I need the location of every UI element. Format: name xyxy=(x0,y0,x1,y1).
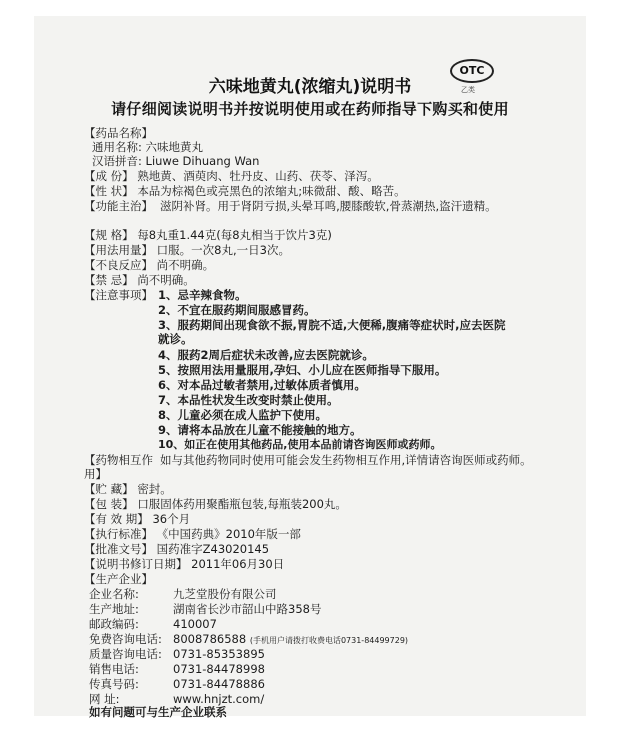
package-value: 口服固体药用聚酯瓶包装,每瓶装200丸。 xyxy=(137,497,347,511)
address-value: 湖南省长沙市韶山中路358号 xyxy=(173,602,322,616)
properties-row xyxy=(84,184,406,198)
revision-row xyxy=(84,557,284,571)
specification-label: 【规 格】 xyxy=(84,228,134,242)
company-row xyxy=(89,587,277,601)
indications-value: 滋阴补肾。用于肾阴亏损,头晕耳鸣,腰膝酸软,骨蒸潮热,盗汗遗精。 xyxy=(160,199,497,213)
adverse-label: 【不良反应】 xyxy=(84,258,153,272)
postcode-label: 邮政编码: xyxy=(89,617,139,631)
revision-label: 【说明书修订日期】 xyxy=(84,557,188,571)
website-label: 网 址: xyxy=(89,692,120,706)
adverse-value: 尚不明确。 xyxy=(156,258,215,272)
validity-row xyxy=(84,512,190,526)
contraindications-label: 【禁 忌】 xyxy=(84,273,134,287)
standard-row xyxy=(84,527,301,541)
postcode-row xyxy=(89,617,217,631)
precaution-item: 3、服药期间出现食欲不振,胃脘不适,大便稀,腹痛等症状时,应去医院就诊。 xyxy=(158,318,506,346)
precaution-item: 4、服药2周后症状未改善,应去医院就诊。 xyxy=(158,348,374,362)
storage-value: 密封。 xyxy=(137,482,172,496)
usage-warning: 请仔细阅读说明书并按说明使用或在药师指导下购买和使用 xyxy=(111,100,509,118)
usage-label: 【用法用量】 xyxy=(84,243,153,257)
properties-label: 【性 状】 xyxy=(84,184,134,198)
precaution-item: 9、请将本品放在儿童不能接触的地方。 xyxy=(158,423,362,437)
validity-label: 【有 效 期】 xyxy=(84,512,149,526)
website-row xyxy=(89,692,264,706)
leaflet-title: 六味地黄丸(浓缩丸)说明书 xyxy=(208,77,412,97)
interactions-value: 如与其他药物同时使用可能会发生药物相互作用,详情请咨询医师或药师。 xyxy=(160,453,532,467)
ingredients-label: 【成 份】 xyxy=(84,169,134,183)
precautions-row xyxy=(84,288,153,302)
adverse-row xyxy=(84,258,214,272)
approval-row xyxy=(84,542,269,556)
properties-value: 本品为棕褐色或亮黑色的浓缩丸;味微甜、酸、略苦。 xyxy=(137,184,406,198)
generic-name-row xyxy=(92,140,203,154)
precaution-item: 7、本品性状发生改变时禁止使用。 xyxy=(158,393,339,407)
precaution-item: 10、如正在使用其他药品,使用本品前请咨询医师或药师。 xyxy=(158,438,442,451)
package-label: 【包 装】 xyxy=(84,497,134,511)
interactions-label: 【药物相互作用】 xyxy=(84,453,153,481)
contraindications-value: 尚不明确。 xyxy=(137,273,195,287)
precaution-item: 5、按照用法用量服用,孕妇、小儿应在医师指导下服用。 xyxy=(158,363,447,377)
website-value: www.hnjzt.com/ xyxy=(173,692,265,706)
quality-phone-label: 质量咨询电话: xyxy=(89,647,162,661)
ingredients-row xyxy=(84,169,379,183)
specification-row xyxy=(84,228,332,242)
validity-value: 36个月 xyxy=(152,512,191,526)
storage-row xyxy=(84,482,172,496)
sales-phone-label: 销售电话: xyxy=(89,662,139,676)
manufacturer-row xyxy=(84,572,153,586)
precaution-item: 1、忌辛辣食物。 xyxy=(158,288,247,302)
quality-phone-value: 0731-85353895 xyxy=(173,647,265,661)
precaution-item: 2、不宜在服药期间服感冒药。 xyxy=(158,303,316,317)
otc-class: 乙类 xyxy=(461,86,475,94)
address-row xyxy=(89,602,321,616)
sales-phone-value: 0731-84478998 xyxy=(173,662,265,676)
pinyin-value: Liuwe Dihuang Wan xyxy=(145,154,260,168)
free-phone-value: 8008786588 xyxy=(173,632,247,646)
usage-row xyxy=(84,243,290,257)
fax-label: 传真号码: xyxy=(89,677,139,691)
storage-label: 【贮 藏】 xyxy=(84,482,134,496)
pinyin-label: 汉语拼音: xyxy=(92,154,142,168)
postcode-value: 410007 xyxy=(173,617,217,631)
contact-footer: 如有问题可与生产企业联系 xyxy=(89,705,227,719)
fax-value: 0731-84478886 xyxy=(173,677,265,691)
free-phone-label: 免费咨询电话: xyxy=(89,632,162,646)
precaution-item: 6、对本品过敏者禁用,过敏体质者慎用。 xyxy=(158,378,366,392)
generic-name-label: 通用名称: xyxy=(92,140,142,154)
contraindications-row xyxy=(84,273,195,287)
indications-row xyxy=(84,199,554,213)
free-phone-row xyxy=(89,632,408,648)
otc-badge: OTC xyxy=(450,59,494,83)
standard-value: 《中国药典》2010年版一部 xyxy=(156,527,301,541)
precaution-item: 8、儿童必须在成人监护下使用。 xyxy=(158,408,327,422)
precautions-label: 【注意事项】 xyxy=(84,288,153,302)
ingredients-value: 熟地黄、酒萸肉、牡丹皮、山药、茯苓、泽泻。 xyxy=(137,169,379,183)
interactions-row xyxy=(84,453,544,481)
standard-label: 【执行标准】 xyxy=(84,527,153,541)
address-label: 生产地址: xyxy=(89,602,139,616)
generic-name-value: 六味地黄丸 xyxy=(145,140,204,154)
usage-value: 口服。一次8丸,一日3次。 xyxy=(156,243,290,257)
sales-phone-row xyxy=(89,662,265,676)
manufacturer-label: 【生产企业】 xyxy=(84,572,153,586)
approval-value: 国药准字Z43020145 xyxy=(156,542,270,556)
fax-row xyxy=(89,677,265,691)
free-phone-note: (手机用户请拨打收费电话0731-84499729) xyxy=(249,636,409,645)
company-label: 企业名称: xyxy=(89,587,139,601)
specification-value: 每8丸重1.44克(每8丸相当于饮片3克) xyxy=(137,228,332,242)
quality-phone-row xyxy=(89,647,265,661)
company-value: 九芝堂股份有限公司 xyxy=(173,587,277,601)
drug-name-label: 【药品名称】 xyxy=(84,126,153,140)
approval-label: 【批准文号】 xyxy=(84,542,153,556)
revision-value: 2011年06月30日 xyxy=(191,557,285,571)
pinyin-row xyxy=(92,154,259,168)
package-row xyxy=(84,497,347,511)
drug-name-section xyxy=(84,126,153,140)
indications-label: 【功能主治】 xyxy=(84,199,153,213)
